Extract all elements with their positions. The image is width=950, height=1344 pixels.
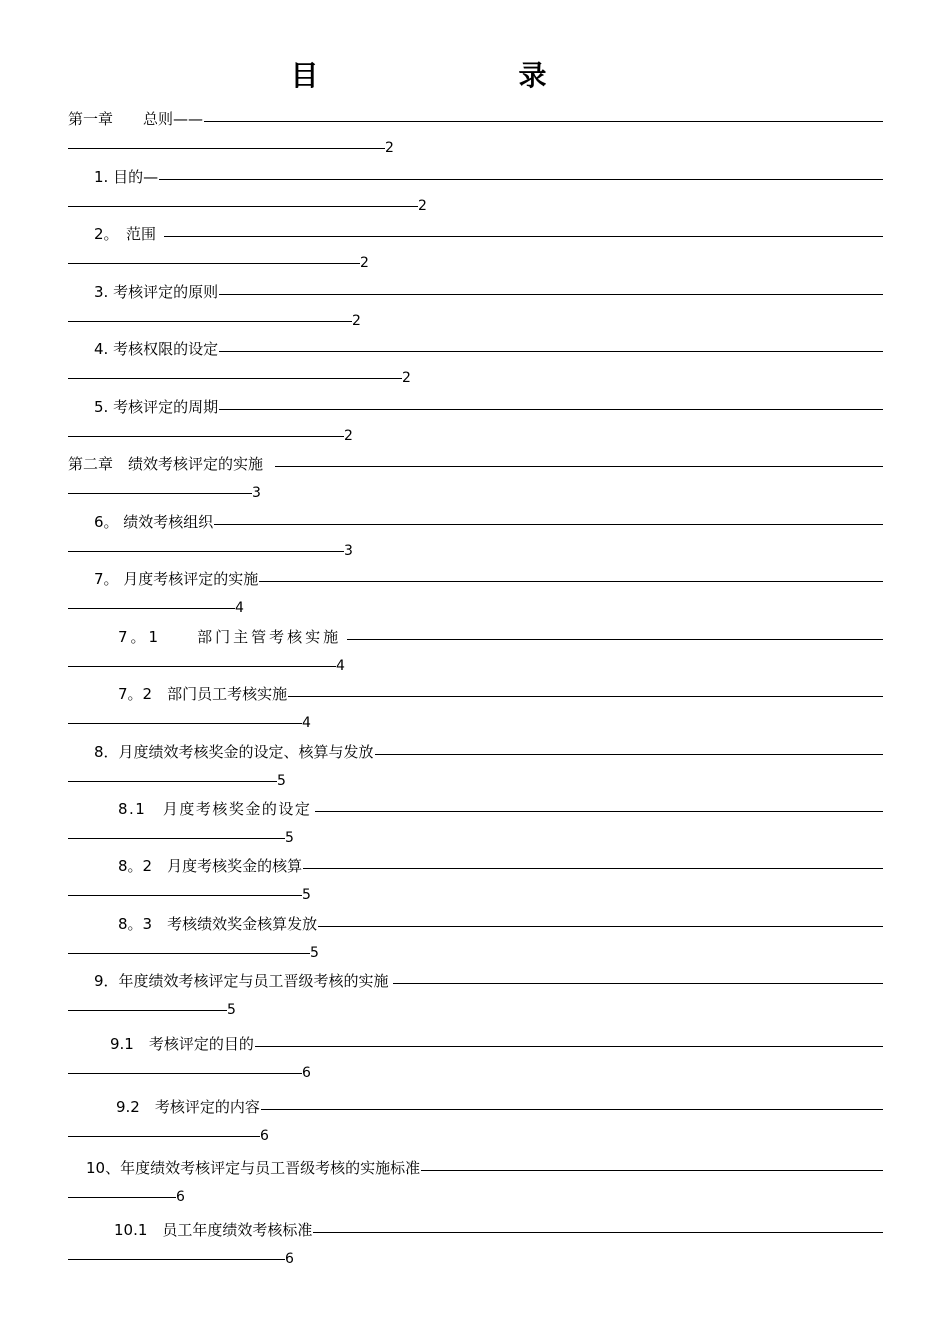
leader-line: [68, 666, 336, 667]
toc-page-number: 6: [176, 1189, 185, 1205]
toc-entry[interactable]: [68, 564, 883, 616]
toc-entry-label: 7。 月度考核评定的实施: [94, 570, 259, 588]
leader-line: [275, 466, 883, 467]
toc-entry-label: 6。 绩效考核组织: [94, 513, 214, 531]
toc-page-number: 6: [285, 1251, 294, 1267]
toc-entry[interactable]: [68, 794, 883, 846]
leader-line: [259, 581, 883, 582]
leader-line: [164, 236, 883, 237]
leader-line: [68, 1010, 227, 1011]
toc-page-number: 6: [302, 1065, 311, 1081]
toc-page-number: 4: [235, 600, 244, 616]
toc-entry-label: 10、年度绩效考核评定与员工晋级考核的实施标准: [86, 1159, 421, 1177]
leader-line: [68, 723, 302, 724]
leader-line: [219, 351, 883, 352]
toc-entry[interactable]: [68, 449, 883, 501]
leader-line: [68, 838, 285, 839]
toc-page-number: 2: [352, 313, 361, 329]
leader-line: [219, 294, 883, 295]
leader-line: [303, 868, 883, 869]
toc-entry-label: 8.1 月度考核奖金的设定: [118, 800, 312, 818]
leader-line: [68, 436, 344, 437]
toc-page-number: 5: [227, 1002, 236, 1018]
leader-line: [68, 895, 302, 896]
leader-line: [68, 148, 385, 149]
toc-entry[interactable]: [68, 334, 883, 386]
leader-line: [318, 926, 883, 927]
toc-page-number: 5: [277, 773, 286, 789]
leader-line: [421, 1170, 883, 1171]
toc-entry[interactable]: [68, 1215, 883, 1267]
toc-entry[interactable]: [68, 1153, 883, 1205]
toc-page-number: 2: [385, 140, 394, 156]
leader-line: [219, 409, 883, 410]
toc-entry-label: 3. 考核评定的原则: [94, 283, 219, 301]
leader-line: [68, 781, 277, 782]
toc-entry[interactable]: [68, 277, 883, 329]
toc-page-number: 5: [310, 945, 319, 961]
toc-entry[interactable]: [68, 392, 883, 444]
toc-entry[interactable]: [68, 622, 883, 674]
toc-entry[interactable]: [68, 679, 883, 731]
toc-entry-label: 2。 范围: [94, 225, 157, 243]
toc-entry-label: 第一章 总则——: [68, 110, 204, 128]
toc-page-number: 2: [418, 198, 427, 214]
leader-line: [261, 1109, 883, 1110]
leader-line: [159, 179, 883, 180]
toc-entry[interactable]: [68, 1029, 883, 1081]
leader-line: [68, 608, 235, 609]
leader-line: [288, 696, 883, 697]
toc-entry-label: 4. 考核权限的设定: [94, 340, 219, 358]
leader-line: [68, 206, 418, 207]
leader-line: [68, 1259, 285, 1260]
toc-page-number: 4: [336, 658, 345, 674]
toc-entry-label: 第二章 绩效考核评定的实施: [68, 455, 264, 473]
toc-page-number: 3: [344, 543, 353, 559]
leader-line: [315, 811, 883, 812]
toc-entry-label: 9.2 考核评定的内容: [116, 1098, 260, 1116]
toc-entry-label: 8。3 考核绩效奖金核算发放: [118, 915, 318, 933]
leader-line: [68, 1197, 176, 1198]
leader-line: [375, 754, 883, 755]
toc-entry[interactable]: [68, 909, 883, 961]
leader-line: [347, 639, 883, 640]
toc-entry-label: 5. 考核评定的周期: [94, 398, 219, 416]
toc-entry-label: 8。2 月度考核奖金的核算: [118, 857, 303, 875]
leader-line: [68, 493, 252, 494]
page-title: 目 录: [290, 59, 595, 92]
toc-page-number: 6: [260, 1128, 269, 1144]
leader-line: [68, 263, 360, 264]
toc-entry-label: 8．月度绩效考核奖金的设定、核算与发放: [94, 743, 374, 761]
toc-page-number: 5: [285, 830, 294, 846]
leader-line: [68, 1136, 260, 1137]
toc-page-number: 3: [252, 485, 261, 501]
leader-line: [393, 983, 883, 984]
toc-page-number: 2: [360, 255, 369, 271]
toc-entry[interactable]: [68, 219, 883, 271]
toc-page-number: 2: [402, 370, 411, 386]
leader-line: [313, 1232, 883, 1233]
leader-line: [68, 378, 402, 379]
leader-line: [68, 551, 344, 552]
toc-entry[interactable]: [68, 507, 883, 559]
toc-page-number: 5: [302, 887, 311, 903]
toc-entry[interactable]: [68, 1092, 883, 1144]
toc-page-number: 4: [302, 715, 311, 731]
leader-line: [68, 1073, 302, 1074]
leader-line: [68, 321, 352, 322]
leader-line: [255, 1046, 883, 1047]
toc-entry[interactable]: [68, 851, 883, 903]
leader-line: [68, 953, 310, 954]
leader-line: [204, 121, 883, 122]
toc-entry-label: 10.1 员工年度绩效考核标准: [114, 1221, 313, 1239]
toc-entry[interactable]: [68, 966, 883, 1018]
toc-entry-label: 1. 目的—: [94, 168, 159, 186]
toc-entry[interactable]: [68, 104, 883, 156]
toc-entry-label: 9．年度绩效考核评定与员工晋级考核的实施: [94, 972, 389, 990]
leader-line: [214, 524, 883, 525]
toc-entry[interactable]: [68, 737, 883, 789]
toc-page-number: 2: [344, 428, 353, 444]
toc-entry-label: 9.1 考核评定的目的: [110, 1035, 254, 1053]
toc-entry-label: 7。1 部门主管考核实施: [118, 628, 342, 646]
toc-entry[interactable]: [68, 162, 883, 214]
toc-entry-label: 7。2 部门员工考核实施: [118, 685, 288, 703]
